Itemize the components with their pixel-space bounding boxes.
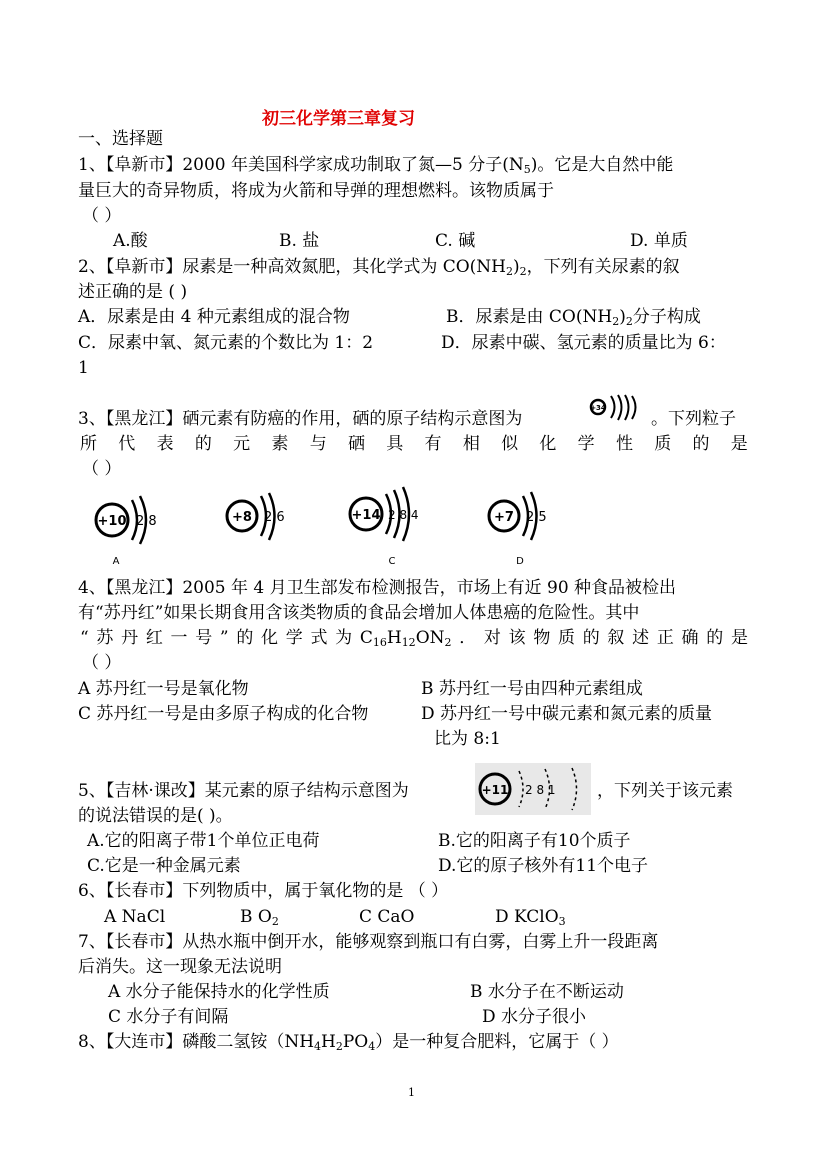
- q6-option-c: C CaO: [359, 907, 415, 927]
- q4-line3: “ 苏 丹 红 一 号 ” 的 化 学 式 为 $C_{16}H_{12}ON_2$ ． 对 该 物 质 的 叙 述 正 确 的 是: [80, 628, 748, 649]
- q4-option-d: D 苏丹红一号中碳元素和氮元素的质量: [421, 704, 713, 724]
- q2-option-a: A．尿素是由 4 种元素组成的混合物: [78, 307, 350, 327]
- atom-diagram-d: [484, 486, 554, 568]
- q1-line2: 量巨大的奇异物质，将成为火箭和导弹的理想燃料。该物质属于: [78, 181, 554, 201]
- q4-option-a: A 苏丹红一号是氧化物: [78, 679, 249, 699]
- section-heading: 一、选择题: [78, 129, 163, 149]
- q7-line2: 后消失。这一现象无法说明: [78, 957, 282, 977]
- q2-option-c: C．尿素中氧、氮元素的个数比为 1：2: [78, 333, 374, 353]
- q5-nucleus: +11: [481, 783, 509, 797]
- q2-option-b: B．尿素是由 $CO(NH_2)_2$分子构成: [446, 307, 701, 328]
- q1-option-c: C. 碱: [435, 231, 476, 251]
- atom-c-shells: 2 8 4: [388, 508, 419, 522]
- q4-option-c: C 苏丹红一号是由多原子构成的化合物: [78, 704, 369, 724]
- page-title: 初三化学第三章复习: [262, 109, 415, 129]
- q2-line2: 述正确的是 ( ): [78, 282, 188, 302]
- q7-option-c: C 水分子有间隔: [108, 1007, 229, 1027]
- q6-option-d: D KClO$_3$: [495, 907, 566, 928]
- page-number: 1: [408, 1086, 415, 1099]
- q1-option-d: D. 单质: [630, 231, 688, 251]
- q4-blank: （ ）: [82, 653, 122, 673]
- q4-option-d-cont: 比为 8:1: [434, 729, 501, 749]
- q7-option-d: D 水分子很小: [482, 1007, 587, 1027]
- atom-diagram-q5: [475, 763, 591, 815]
- q4-formula: $C_{16}H_{12}ON_2$: [359, 628, 452, 649]
- atom-a-nucleus: +10: [97, 514, 127, 529]
- q5-line1-end: ，下列关于该元素: [597, 781, 733, 801]
- q1-option-a: A.酸: [113, 231, 148, 251]
- atom-b-nucleus: +8: [232, 510, 252, 525]
- q7-line1: 7、【长春市】从热水瓶中倒开水，能够观察到瓶口有白雾，白雾上升一段距离: [78, 932, 659, 952]
- q5-option-b: B.它的阳离子有10个质子: [438, 831, 631, 851]
- q7-option-a: A 水分子能保持水的化学性质: [108, 982, 330, 1002]
- q5-option-c: C.它是一种金属元素: [87, 856, 241, 876]
- q6-option-a: A NaCl: [104, 907, 166, 927]
- q5-line1: 5、【吉林·课改】某元素的原子结构示意图为: [78, 781, 409, 801]
- q3-line1: 3、【黑龙江】硒元素有防癌的作用，硒的原子结构示意图为: [78, 409, 523, 429]
- atom-d-nucleus: +7: [494, 510, 514, 525]
- q8-line1: 8、【大连市】磷酸二氢铵$(NH_4H_2PO_4)$是一种复合肥料，它属于（ ）: [78, 1032, 619, 1053]
- q4-line2: 有“苏丹红”如果长期食用含该类物质的食品会增加人体患癌的危险性。其中: [78, 603, 640, 623]
- atom-b-shells: 2 6: [264, 510, 285, 525]
- q3-blank: （ ）: [82, 459, 122, 479]
- q4-line1: 4、【黑龙江】2005 年 4 月卫生部发布检测报告，市场上有近 90 种食品被检出: [78, 578, 677, 598]
- se-nucleus: +34: [590, 404, 606, 412]
- q6-line1: 6、【长春市】下列物质中，属于氧化物的是 （ ）: [78, 881, 449, 901]
- q3-line2: 所 代 表 的 元 素 与 硒 具 有 相 似 化 学 性 质 的 是: [80, 434, 748, 454]
- atom-c-nucleus: +14: [351, 508, 381, 523]
- q2-option-d: D．尿素中碳、氢元素的质量比为 6：: [441, 333, 726, 353]
- atom-diagram-a: [92, 488, 162, 568]
- q5-option-d: D.它的原子核外有11个电子: [438, 856, 649, 876]
- q1-blank: （ ）: [82, 206, 122, 226]
- q3-line1-end: 。下列粒子: [651, 409, 736, 429]
- atom-a-label: A: [112, 556, 120, 567]
- q7-option-b: B 水分子在不断运动: [470, 982, 624, 1002]
- q6-option-b: B $O_2$: [240, 907, 279, 928]
- q2-line1: 2、【阜新市】尿素是一种高效氮肥，其化学式为 $CO(NH_2)_2$，下列有关尿素的叙: [78, 257, 680, 278]
- q5-line2: 的说法错误的是( )。: [78, 806, 233, 826]
- q1-option-b: B. 盐: [279, 231, 320, 251]
- q1-line1: 1、【阜新市】2000 年美国科学家成功制取了氮—5 分子$(N_5)$。它是大自然中能: [78, 155, 674, 176]
- atom-d-shells: 2 5: [526, 510, 547, 525]
- atom-d-label: D: [516, 556, 524, 567]
- q4-option-b: B 苏丹红一号由四种元素组成: [421, 679, 643, 699]
- atom-diagram-b: [222, 488, 292, 568]
- atom-c-label: C: [388, 556, 396, 567]
- selenium-atom-diagram: [587, 392, 647, 426]
- q5-option-a: A.它的阳离子带1个单位正电荷: [87, 831, 320, 851]
- atom-diagram-c: [346, 484, 426, 568]
- q5-shells: 2 8 1: [525, 783, 556, 797]
- atom-a-shells: 2 8: [136, 514, 157, 529]
- q2-option-d-cont: 1: [78, 358, 89, 378]
